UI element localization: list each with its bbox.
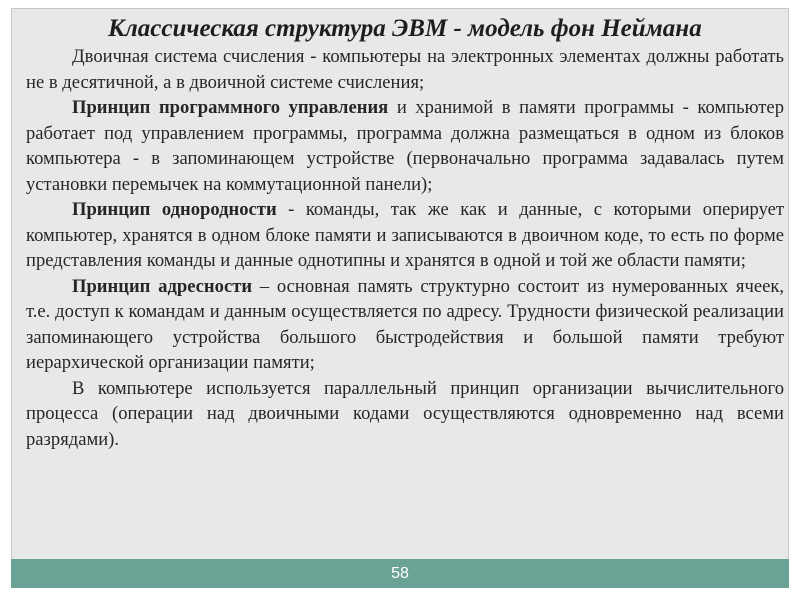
principle-name: Принцип адресности	[72, 275, 253, 297]
paragraph-homogeneity	[26, 197, 784, 274]
paragraph-text: Двоичная система счисления - компьютеры на электронных элементах должны работать не в десятичной, а в двоичной системе счисления;	[26, 46, 784, 93]
footer-bar	[11, 559, 789, 588]
paragraph-addressing	[26, 274, 784, 376]
slide-title: Классическая структура ЭВМ - модель фон Неймана	[108, 15, 702, 42]
paragraph-text: и хранимой в памяти программы - компьютер работает под управлением программы, программа должна размещаться в одном из блоков компьютера - в запоминающем устройстве (первоначально программа задавалась путем установки перемычек на коммутационной панели);	[26, 97, 784, 195]
paragraph-binary-system	[26, 44, 784, 95]
principle-name: Принцип однородности	[72, 199, 277, 220]
slide-content	[26, 14, 784, 452]
paragraph-text: В компьютере используется параллельный принцип организации вычислительного процесса (операции над двоичными кодами осуществляются одновременно над всеми разрядами).	[26, 377, 784, 450]
principle-name: Принцип программного управления	[72, 97, 389, 118]
page-number: 58	[391, 565, 409, 582]
paragraph-text: – основная память структурно состоит из нумерованных ячеек, т.е. доступ к командам и данным осуществляется по адресу. Трудности физической реализации запоминающего устройства большого быстродействия и большой памяти требуют иерархической организации памяти;	[26, 275, 785, 373]
paragraph-program-control	[26, 95, 784, 197]
paragraph-parallelism	[26, 376, 784, 453]
paragraph-text: - команды, так же как и данные, с которыми оперирует компьютер, хранятся в одном блоке памяти и записываются в двоичном коде, то есть по форме представления команды и данные однотипны и хранятся в одной и той же области памяти;	[26, 199, 785, 271]
